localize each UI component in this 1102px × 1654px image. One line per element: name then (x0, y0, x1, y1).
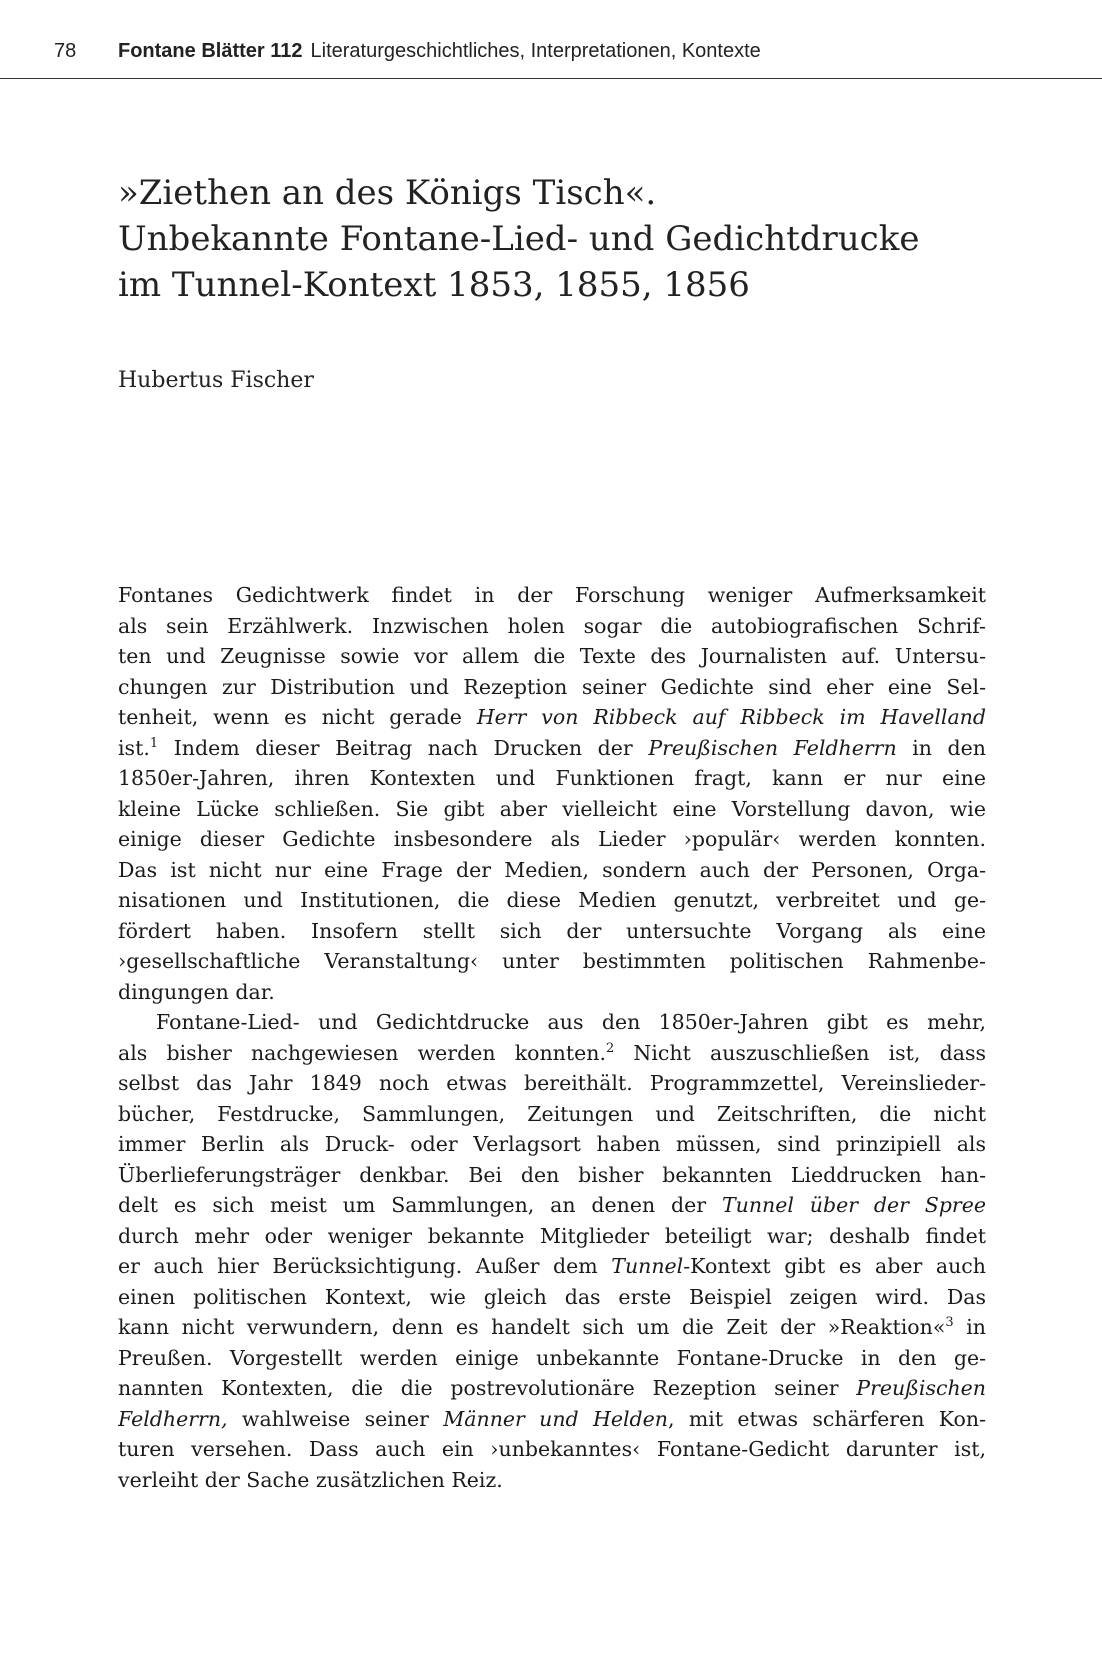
text-run: wahlweise seiner (227, 1406, 444, 1431)
text-run: er auch hier Berücksichtigung. Außer dem (118, 1254, 612, 1278)
text-line: nisationen und Institutionen, die diese Medien genutzt, verbreitet und ge- (118, 888, 986, 912)
text-line: Überlieferungsträger denkbar. Bei den bisher bekannten Lieddrucken han- (118, 1162, 986, 1187)
text-line: turen versehen. Dass auch ein ›unbekanntes‹ Fontane-Gedicht darunter ist, (118, 1437, 986, 1461)
work-title: Herr von Ribbeck auf Ribbeck im Havelland (476, 705, 986, 729)
text-run: nannten Kontexten, die die postrevolutionäre Rezeption seiner (118, 1376, 857, 1400)
text-run: kann nicht verwundern, denn es handelt sich um die Zeit der »Reaktion« (118, 1315, 946, 1339)
text-line: immer Berlin als Druck- oder Verlagsort haben müssen, sind prinzipiell als (118, 1132, 986, 1156)
text-line: ten und Zeugnisse sowie vor allem die Texte des Journalisten auf. Untersu- (118, 644, 986, 668)
footnote-ref-2[interactable]: 2 (605, 1040, 615, 1056)
text-line: bücher, Festdrucke, Sammlungen, Zeitungen und Zeitschriften, die nicht (118, 1101, 986, 1126)
text-line: dingungen dar. (118, 979, 275, 1004)
paragraph-2 (118, 1007, 986, 1495)
footnote-ref-3[interactable]: 3 (945, 1315, 954, 1330)
text-line: 1850er-Jahren, ihren Kontexten und Funktionen fragt, kann er nur eine (118, 766, 986, 790)
text-line: ›gesellschaftliche Veranstaltung‹ unter bestimmten politischen Rahmenbe- (118, 949, 986, 973)
text-line: einige dieser Gedichte insbesondere als Lieder ›populär‹ werden konnten. (118, 827, 986, 851)
header-rule (0, 78, 1102, 79)
text-line: Das ist nicht nur eine Frage der Medien, sondern auch der Personen, Orga- (118, 857, 986, 882)
text-line: chungen zur Distribution und Rezeption seiner Gedichte sind eher eine Sel- (118, 674, 986, 699)
text-line (118, 733, 986, 764)
text-line: Fontanes Gedichtwerk findet in der Forschung weniger Aufmerksamkeit (118, 583, 986, 607)
text-run: delt es sich meist um Sammlungen, an denen der (118, 1193, 722, 1217)
running-head (54, 36, 1054, 66)
text-run: tenheit, wenn es nicht gerade (118, 705, 477, 729)
work-title: Tunnel über der Spree (721, 1193, 986, 1217)
work-title: Männer und Helden (443, 1406, 669, 1431)
article-author: Hubertus Fischer (118, 368, 314, 393)
text-line (118, 702, 986, 733)
text-line (118, 1190, 986, 1221)
text-line: als sein Erzählwerk. Inzwischen holen sogar die autobiografischen Schrif- (118, 613, 986, 638)
text-line: selbst das Jahr 1849 noch etwas bereithält. Programmzettel, Vereinslieder- (118, 1071, 986, 1095)
paragraph-1 (118, 580, 986, 1007)
work-title: Tunnel (611, 1254, 684, 1278)
text-line: Preußen. Vorgestellt werden einige unbekannte Fontane-Drucke in den ge- (118, 1345, 986, 1370)
work-title: Feldherrn, (118, 1406, 228, 1431)
text-line: fördert haben. Insofern stellt sich der untersuchte Vorgang als eine (118, 918, 986, 943)
page-number: 78 (54, 40, 77, 62)
text-line (118, 1312, 986, 1343)
text-run: in den (896, 735, 986, 760)
text-run: Nicht auszuschließen ist, dass (614, 1040, 986, 1065)
text-run: in (953, 1315, 986, 1339)
text-line (118, 1373, 986, 1404)
article-body (118, 580, 986, 1495)
journal-title: Fontane Blätter 112 (118, 40, 303, 62)
article-title (118, 170, 1018, 308)
title-line: im Tunnel-Kontext 1853, 1855, 1856 (118, 265, 750, 305)
text-line: Fontane-Lied- und Gedichtdrucke aus den 1850er-Jahren gibt es mehr, (156, 1010, 986, 1034)
text-line (118, 1251, 986, 1282)
text-run: ist. (118, 735, 150, 760)
text-line: durch mehr oder weniger bekannte Mitglieder beteiligt war; deshalb findet (118, 1223, 986, 1248)
text-line: verleiht der Sache zusätzlichen Reiz. (118, 1467, 503, 1492)
text-line: einen politischen Kontext, wie gleich das erste Beispiel zeigen wird. Das (118, 1284, 986, 1309)
text-line (118, 1404, 986, 1435)
text-run: , mit etwas schärferen Kon- (668, 1406, 986, 1431)
text-run: Indem dieser Beitrag nach Drucken der (158, 735, 649, 760)
text-run: -Kontext gibt es aber auch (683, 1254, 986, 1278)
footnote-ref-1[interactable]: 1 (149, 735, 159, 751)
text-line (118, 1038, 986, 1069)
title-line: Unbekannte Fontane-Lied- und Gedichtdrucke (118, 219, 920, 259)
text-line: kleine Lücke schließen. Sie gibt aber vielleicht eine Vorstellung davon, wie (118, 796, 986, 821)
section-title: Literaturgeschichtliches, Interpretationen, Kontexte (310, 40, 761, 62)
title-line: »Ziethen an des Königs Tisch«. (118, 173, 657, 213)
work-title: Preußischen Feldherrn (648, 735, 897, 760)
work-title: Preußischen (856, 1376, 986, 1400)
text-run: als bisher nachgewiesen werden konnten. (118, 1040, 606, 1065)
